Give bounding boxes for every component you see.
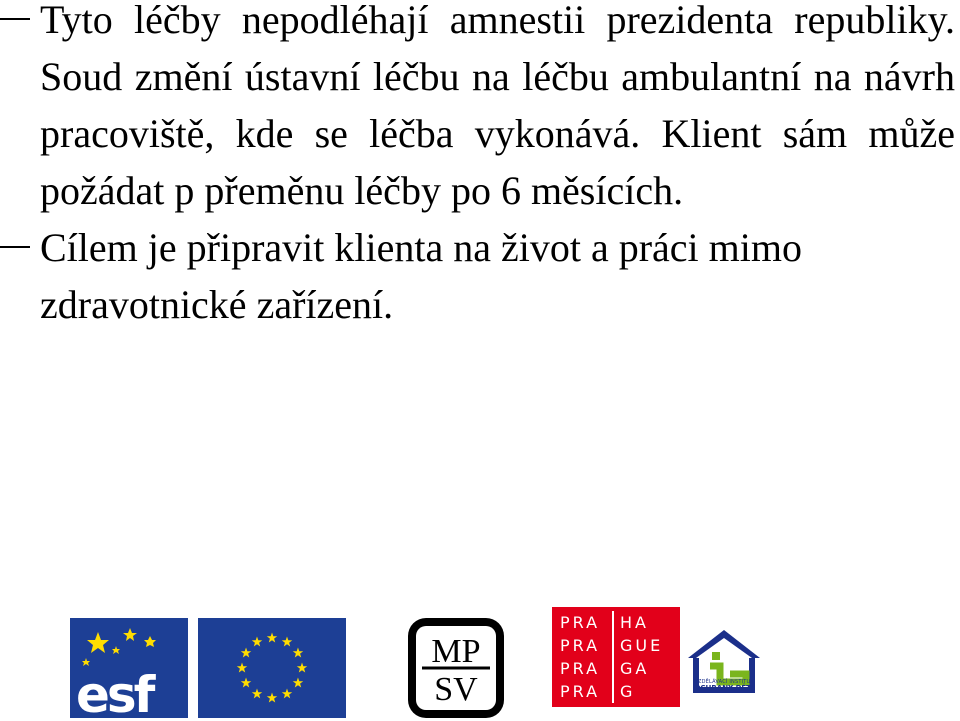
dash-bullet-icon <box>0 246 30 248</box>
praha-row: PRA GA <box>560 659 650 678</box>
bullet-item <box>0 219 960 333</box>
vioch-logo-text: VZDĚLÁVACÍ INSTITUT OCHRANY DĚTÍ <box>694 679 754 693</box>
praha-row: PRA G <box>560 682 636 701</box>
praha-logo <box>552 607 680 707</box>
esf-logo-text: esf <box>76 666 153 718</box>
praha-row: PRA GUE <box>560 636 664 655</box>
mpsv-bottom-text: SV <box>434 671 478 708</box>
bullet-text: Cílem je připravit klienta na život a práci mimo zdravotnické zařízení. <box>40 225 802 327</box>
mpsv-top-text: MP <box>431 633 481 670</box>
eu-flag-icon <box>198 618 346 718</box>
slide-content <box>0 0 960 333</box>
dash-bullet-icon <box>0 18 30 20</box>
praha-row: PRA HA <box>560 613 649 632</box>
mpsv-logo <box>408 618 504 718</box>
bullet-item <box>0 0 955 219</box>
logo-strip <box>0 600 960 721</box>
bullet-text: Tyto léčby nepodléhají amnestii prezidenta republiky. Soud změní ústavní léčbu na léčbu ambulantní na návrh pracoviště, kde se léčba vykonává. Klient sám může požádat p přeměnu léčby po 6 měsících. <box>40 0 955 213</box>
esf-logo <box>70 618 188 718</box>
house-icon <box>686 613 762 713</box>
